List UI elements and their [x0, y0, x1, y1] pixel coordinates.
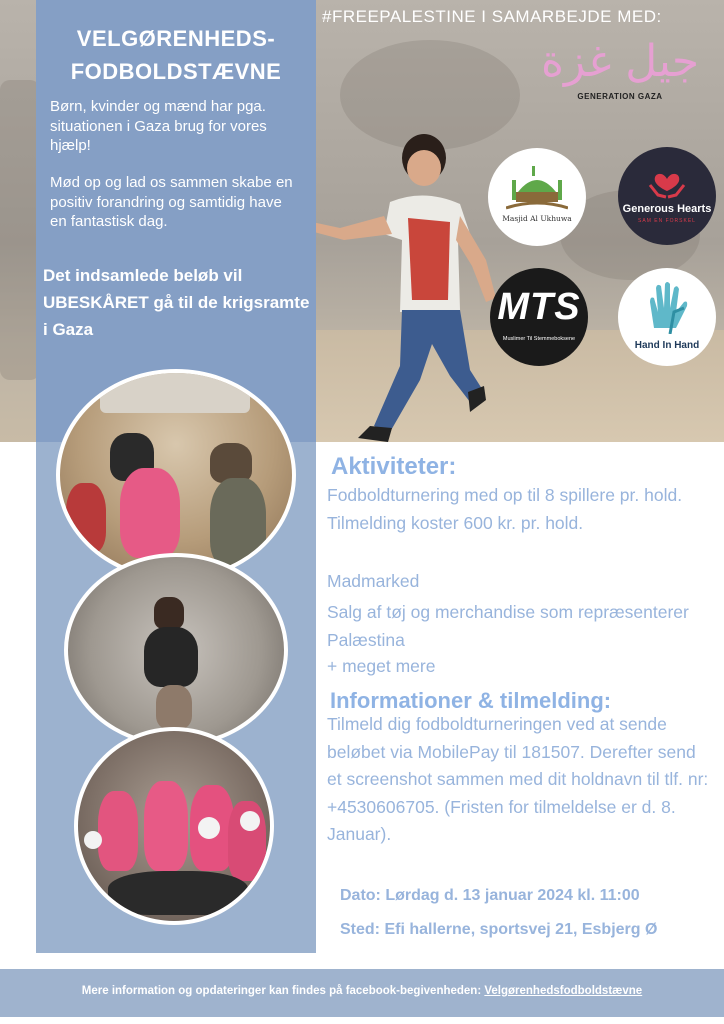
generation-gaza-name: GENERATION GAZA — [577, 92, 663, 101]
activity-merchandise: Salg af tøj og merchandise som repræsenterer Palæstina — [327, 602, 689, 650]
masjid-al-ukhuwa-logo — [488, 148, 586, 246]
intro-paragraph-2: Mød op og lad os sammen skabe en positiv forandring og samtidig have en fantastisk dag. — [50, 174, 293, 230]
generous-hearts-sub: SAM EN FORSKEL — [638, 218, 696, 224]
event-title — [36, 22, 316, 88]
intro-paragraph-1: Børn, kvinder og mænd har pga. situationen i Gaza brug for vores hjælp! — [50, 98, 267, 154]
children-photo-3 — [74, 727, 274, 925]
activity-football: Fodboldturnering med op til 8 spillere pr. hold. Tilmelding koster 600 kr. pr. hold. — [327, 485, 683, 533]
children-photo-2 — [64, 553, 288, 747]
event-location: Sted: Efi hallerne, sportsvej 21, Esbjerg Ø — [340, 921, 658, 938]
info-heading: Informationer & tilmelding: — [330, 688, 612, 713]
generous-hearts-label: Generous Hearts — [622, 203, 712, 215]
title-line-2: FODBOLDSTÆVNE — [70, 59, 282, 84]
collaboration-header: #FREEPALESTINE I SAMARBEJDE MED: — [322, 7, 662, 26]
hand-in-hand-label: Hand In Hand — [634, 340, 700, 351]
generation-gaza-arabic: جيل غزة — [540, 36, 700, 87]
mosque-icon — [506, 162, 568, 212]
event-date: Dato: Lørdag d. 13 januar 2024 kl. 11:00 — [340, 887, 640, 904]
activity-food-market: Madmarked — [327, 571, 420, 591]
mts-mark: MTS — [497, 286, 581, 328]
title-line-1: VELGØRENHEDS- — [76, 26, 276, 51]
running-child-illustration — [300, 130, 510, 445]
hand-icon — [640, 278, 696, 334]
generation-gaza-logo — [530, 32, 710, 120]
heart-hands-icon — [648, 165, 686, 199]
activity-more: + meget mere — [327, 656, 436, 676]
mts-label: Muslimer Til Stemmeboksene — [502, 336, 576, 342]
activities-heading: Aktiviteter: — [331, 453, 457, 480]
masjid-label: Masjid Al Ukhuwa — [502, 214, 572, 223]
hand-in-hand-logo — [618, 268, 716, 366]
footer-message: Mere information og opdateringer kan findes på facebook-begivenheden: — [81, 985, 485, 997]
footer-text — [0, 985, 724, 997]
children-photo-1 — [56, 369, 296, 581]
generous-hearts-logo — [618, 147, 716, 245]
donation-highlight: Det indsamlede beløb vil UBESKÅRET gå til de krigsramte i Gaza — [43, 266, 310, 339]
mts-logo — [490, 268, 588, 366]
facebook-event-link[interactable]: Velgørenhedsfodboldstævne — [484, 985, 643, 997]
registration-info: Tilmeld dig fodboldturneringen ved at sende beløbet via MobilePay til 181507. Derefter send et screenshot sammen med dit holdnavn til tlf. nr: +4530606705. (Fristen for tilmeldelse er d. 8. Januar). — [327, 714, 709, 844]
